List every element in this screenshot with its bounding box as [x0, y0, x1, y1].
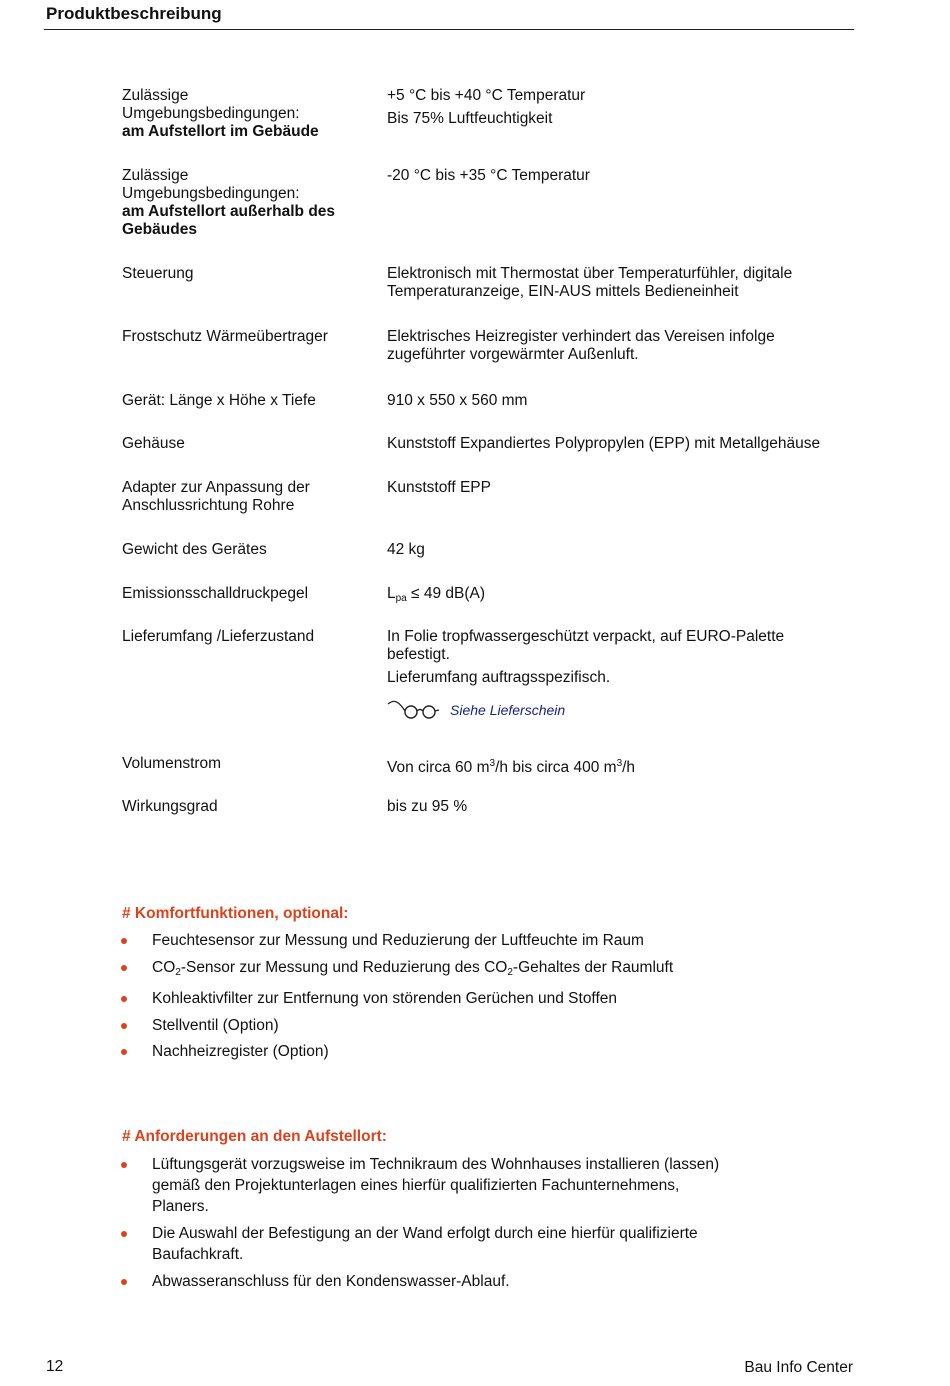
spec-value: [387, 585, 857, 608]
page-header-title: Produktbeschreibung: [46, 4, 222, 23]
bullet-icon: [121, 1162, 127, 1168]
list-item-text: Stellventil (Option): [152, 1016, 279, 1034]
list-item-text: Die Auswahl der Befestigung an der Wand erfolgt durch eine hierfür qualifizierte: [152, 1225, 698, 1242]
spec-value: 42 kg: [387, 541, 425, 558]
list-item-text: -Gehaltes der Raumluft: [512, 958, 674, 976]
spec-value-superscript: 3: [616, 758, 623, 769]
list-item: [120, 1041, 820, 1062]
bullet-icon: [121, 1279, 127, 1285]
bullet-icon: [121, 1049, 127, 1055]
anforderungen-list: [120, 1154, 820, 1292]
list-item-text: Nachheizregister (Option): [152, 1043, 329, 1060]
spec-label: Emissionsschalldruckpegel: [122, 585, 309, 602]
spec-label: [122, 87, 372, 141]
spec-label-line: Zulässige: [122, 87, 189, 104]
spec-label: Gehäuse: [122, 435, 185, 452]
spec-value: [387, 167, 857, 185]
list-item-text: CO: [152, 958, 176, 976]
reference-delivery-note[interactable]: [387, 698, 647, 720]
list-item-text: Baufachkraft.: [152, 1246, 244, 1263]
spec-label-line: Zulässige: [122, 167, 189, 184]
spec-label: Frostschutz Wärmeübertrager: [122, 328, 328, 345]
spec-value-text: /h bis circa 400 m: [495, 759, 617, 776]
spec-value: [387, 628, 857, 687]
footer-brand: Bau Info Center: [744, 1359, 853, 1376]
list-item-text: gemäß den Projektunterlagen eines hierfür qualifizierten Fachunternehmens,: [152, 1177, 680, 1194]
spec-value-symbol: L: [387, 585, 396, 602]
bullet-icon: [121, 1023, 127, 1029]
spec-label-bold: Gebäudes: [122, 221, 197, 238]
bullet-icon: [121, 1231, 127, 1237]
bullet-icon: [121, 938, 127, 944]
spec-label: Wirkungsgrad: [122, 798, 218, 815]
spec-value: [387, 328, 857, 364]
spec-value-line: Bis 75% Luftfeuchtigkeit: [387, 110, 553, 127]
spec-label-line: Adapter zur Anpassung der: [122, 479, 310, 496]
spec-label: Steuerung: [122, 265, 194, 282]
spec-label-bold: am Aufstellort im Gebäude: [122, 123, 319, 140]
list-item-text: Lüftungsgerät vorzugsweise im Technikraum des Wohnhauses installieren (lassen): [152, 1156, 720, 1173]
list-item-text: Planers.: [152, 1198, 209, 1215]
spec-label: Volumenstrom: [122, 755, 222, 772]
spec-label: [122, 167, 372, 239]
spec-value-superscript: 3: [489, 758, 496, 769]
spec-value: 910 x 550 x 560 mm: [387, 392, 528, 409]
spec-label-line: Anschlussrichtung Rohre: [122, 497, 295, 514]
section-title-komfort: # Komfortfunktionen, optional:: [122, 905, 349, 922]
spec-value: [387, 265, 857, 301]
list-item: [120, 1154, 820, 1217]
spec-value-line: In Folie tropfwassergeschützt verpackt, auf EURO-Palette: [387, 628, 785, 645]
spec-value: [387, 755, 857, 777]
spec-value-line: Elektrisches Heizregister verhindert das Vereisen infolge: [387, 328, 775, 345]
list-item: [120, 1015, 820, 1036]
list-item-text: -Sensor zur Messung und Reduzierung des CO: [180, 958, 508, 976]
spec-label: [122, 479, 372, 515]
bullet-icon: [121, 965, 127, 971]
spec-value-line: Elektronisch mit Thermostat über Temperaturfühler, digitale: [387, 265, 793, 282]
spec-label: Lieferumfang /Lieferzustand: [122, 628, 315, 645]
spec-value: Kunststoff EPP: [387, 479, 491, 496]
spec-label: Gewicht des Gerätes: [122, 541, 267, 558]
spec-value: [387, 87, 857, 128]
list-item: [120, 988, 820, 1009]
spec-value-line: zugeführter vorgewärmter Außenluft.: [387, 346, 639, 363]
list-item: [120, 930, 820, 951]
spec-value-text: Von circa 60 m: [387, 759, 490, 776]
list-item-text: Abwasseranschluss für den Kondenswasser-Ablauf.: [152, 1273, 510, 1290]
spec-label: Gerät: Länge x Höhe x Tiefe: [122, 392, 316, 409]
list-item: [120, 957, 820, 983]
list-item-text: Feuchtesensor zur Messung und Reduzierung der Luftfeuchte im Raum: [152, 932, 644, 949]
komfort-list: [120, 930, 820, 1062]
page-number: 12: [46, 1358, 64, 1375]
list-item-text: Kohleaktivfilter zur Entfernung von störenden Gerüchen und Stoffen: [152, 990, 618, 1007]
spec-value-text: /h: [622, 759, 636, 776]
spec-label-line: Umgebungsbedingungen:: [122, 185, 300, 202]
spec-value-line: -20 °C bis +35 °C Temperatur: [387, 167, 590, 184]
spec-value-line: +5 °C bis +40 °C Temperatur: [387, 87, 586, 104]
spec-value-line: Temperaturanzeige, EIN-AUS mittels Bedieneinheit: [387, 283, 739, 300]
reference-link-text[interactable]: Siehe Lieferschein: [450, 702, 566, 718]
bullet-icon: [121, 996, 127, 1002]
spec-value-line: befestigt.: [387, 646, 450, 663]
spec-label-bold: am Aufstellort außerhalb des: [122, 203, 336, 220]
list-item: [120, 1271, 820, 1292]
section-title-anforderungen: # Anforderungen an den Aufstellort:: [122, 1128, 387, 1145]
list-item-subscript: 2: [507, 966, 513, 978]
spec-value-text: ≤ 49 dB(A): [406, 585, 486, 602]
spec-label-line: Umgebungsbedingungen:: [122, 105, 300, 122]
header-rule: [44, 29, 854, 30]
list-item-subscript: 2: [175, 966, 181, 978]
spec-value: bis zu 95 %: [387, 798, 468, 815]
list-item: [120, 1223, 820, 1265]
spec-value-line: Lieferumfang auftragsspezifisch.: [387, 669, 611, 686]
spec-value-subscript: pa: [395, 593, 407, 604]
spec-value: Kunststoff Expandiertes Polypropylen (EPP) mit Metallgehäuse: [387, 435, 821, 452]
glasses-icon: [387, 698, 443, 720]
